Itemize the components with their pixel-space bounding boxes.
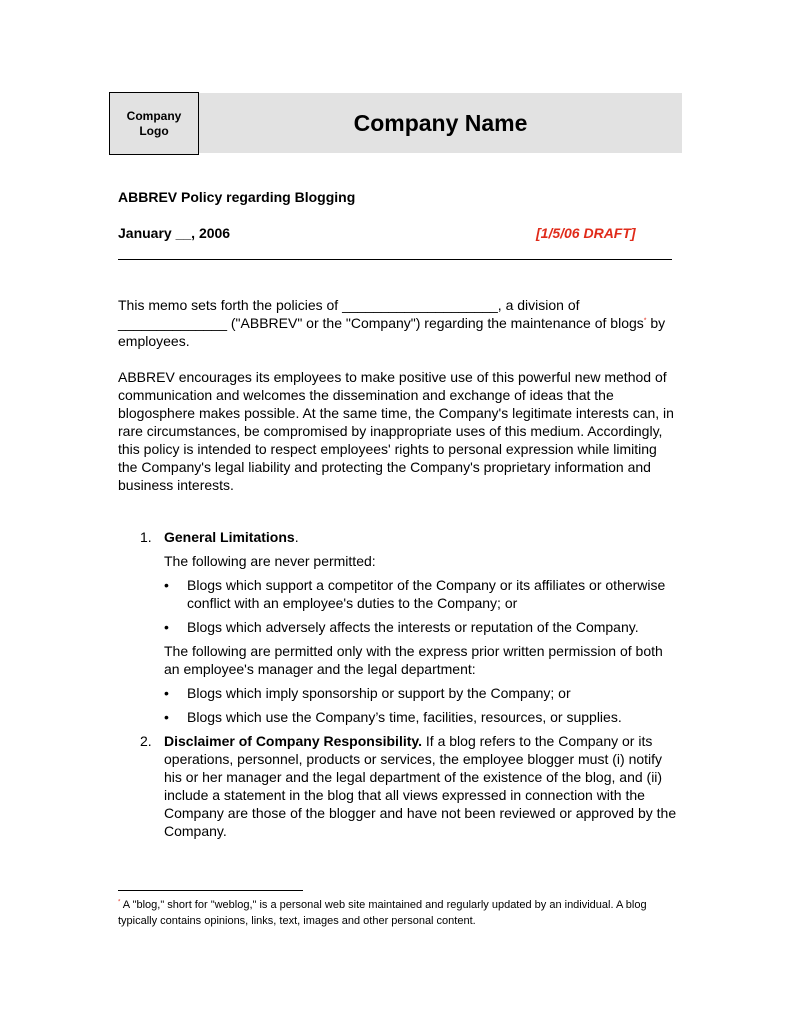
policy-sections bbox=[118, 528, 678, 840]
section-heading-suffix: . bbox=[294, 529, 299, 545]
section-heading-line bbox=[164, 528, 678, 546]
footnote-text: A "blog," short for "weblog," is a personal web site maintained and regularly updated by an individual. A blog typically contains opinions, links, text, images and other personal content. bbox=[118, 899, 647, 927]
section-heading: Disclaimer of Company Responsibility. bbox=[164, 733, 423, 749]
bullet-icon: • bbox=[164, 577, 169, 593]
memo-date: January __, 2006 bbox=[118, 225, 231, 241]
bullet-text: Blogs which imply sponsorship or support by the Company; or bbox=[187, 685, 571, 701]
bullet-icon: • bbox=[164, 619, 169, 635]
purpose-paragraph: ABBREV encourages its employees to make positive use of this powerful new method of communication and welcomes the dissemination and exchange of ideas that the blogosphere makes possible. At the same time, the Company's legitimate interests can, in rare circumstances, be compromised by inappropriate uses of this medium. Accordingly, this policy is intended to respect employees' rights to personal expression while limiting the Company's legal liability and protecting the Company's proprietary information and business interests. bbox=[118, 369, 674, 493]
company-logo-placeholder bbox=[109, 92, 199, 155]
logo-line-1: Company bbox=[126, 108, 182, 123]
bullet-icon: • bbox=[164, 685, 169, 701]
permitted-with-permission-intro: The following are permitted only with the express prior written permission of both an employee's manager and the legal department: bbox=[164, 643, 663, 677]
company-name: Company Name bbox=[353, 109, 528, 136]
intro-paragraph bbox=[118, 296, 678, 350]
list-item bbox=[164, 576, 678, 612]
section-number: 1. bbox=[140, 529, 152, 545]
never-permitted-intro: The following are never permitted: bbox=[164, 553, 376, 569]
bullet-text: Blogs which use the Company’s time, facilities, resources, or supplies. bbox=[187, 709, 622, 725]
section-text: If a blog refers to the Company or its operations, personnel, products or services, the employee blogger must (i) notify his or her manager and the legal department of the existence of the blog, and (ii) include a statement in the blog that all views expressed in connection with the Company are those of the blogger and have not been reviewed or approved by the Company. bbox=[164, 733, 677, 839]
section-disclaimer bbox=[118, 732, 678, 840]
footnote-mark: * bbox=[118, 899, 121, 906]
section-number: 2. bbox=[140, 733, 152, 749]
list-item bbox=[164, 618, 678, 636]
footnote-separator bbox=[118, 890, 303, 891]
intro-text-end: by employees. bbox=[118, 315, 666, 349]
intro-text: This memo sets forth the policies of ____________________, a division of ______________ ("ABBREV" or the "Company") regarding the maintenance of blogs bbox=[118, 297, 644, 331]
section-heading: General Limitations bbox=[164, 529, 295, 545]
draft-label: [1/5/06 DRAFT] bbox=[536, 225, 636, 241]
bullet-text: Blogs which support a competitor of the Company or its affiliates or otherwise conflict with an employee's duties to the Company; or bbox=[187, 577, 666, 611]
bullet-icon: • bbox=[164, 709, 169, 725]
footnote bbox=[118, 897, 678, 929]
logo-line-2: Logo bbox=[139, 123, 169, 138]
footnote-reference[interactable]: * bbox=[643, 317, 647, 325]
title-rule bbox=[118, 259, 672, 260]
section-general-limitations bbox=[118, 528, 678, 726]
policy-title: ABBREV Policy regarding Blogging bbox=[118, 189, 356, 205]
section-body bbox=[164, 732, 678, 840]
list-item bbox=[164, 708, 678, 726]
bullet-text: Blogs which adversely affects the interests or reputation of the Company. bbox=[187, 619, 639, 635]
list-item bbox=[164, 684, 678, 702]
